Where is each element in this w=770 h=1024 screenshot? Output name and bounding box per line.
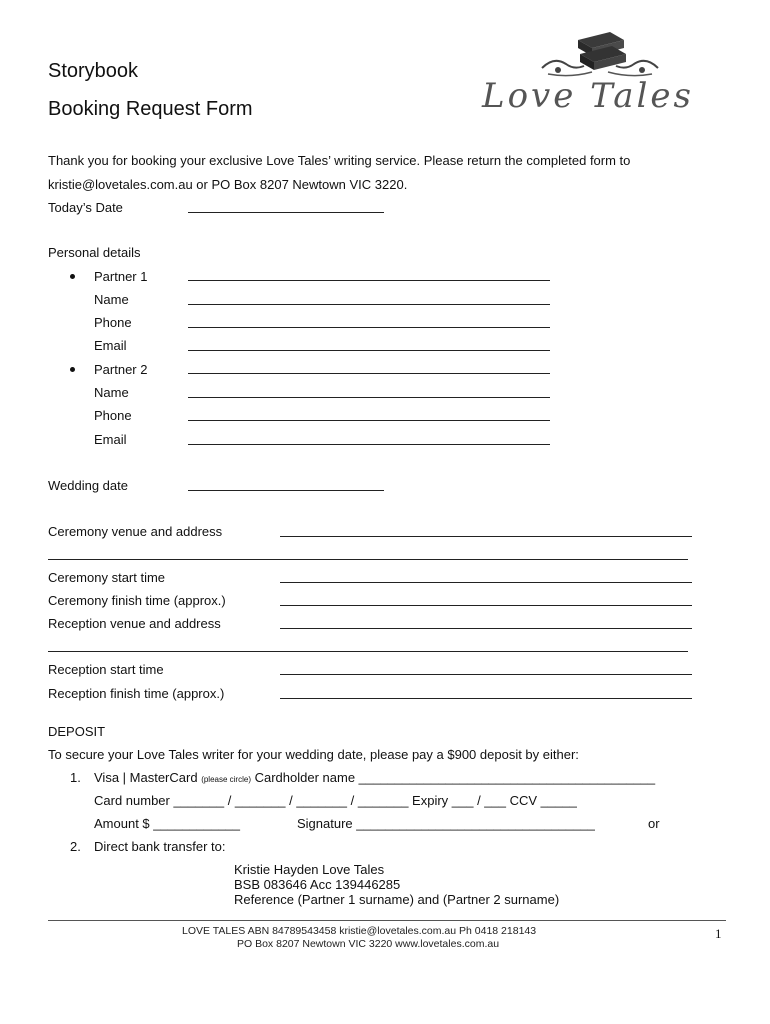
partner2-email-label: Email [94, 432, 127, 447]
reception-start-field[interactable] [280, 674, 692, 675]
option-1-line [94, 770, 655, 785]
intro-line-1: Thank you for booking your exclusive Love Tales’ writing service. Please return the completed form to [48, 153, 631, 168]
cardholder-name-field[interactable]: Cardholder name _________________________________________ [254, 770, 656, 785]
option-2-label: Direct bank transfer to: [94, 839, 226, 854]
partner1-label: Partner 1 [94, 269, 148, 284]
card-type-label[interactable]: Visa | MasterCard [94, 770, 198, 785]
ceremony-finish-field[interactable] [280, 605, 692, 606]
bullet-icon [70, 367, 75, 372]
ceremony-finish-label: Ceremony finish time (approx.) [48, 593, 226, 608]
intro-line-2: kristie@lovetales.com.au or PO Box 8207 Newtown VIC 3220. [48, 177, 408, 192]
logo-text: Love Tales [482, 76, 694, 116]
ceremony-start-label: Ceremony start time [48, 570, 166, 585]
partner2-name-label: Name [94, 385, 129, 400]
option-1-number: 1. [70, 770, 81, 785]
partner2-phone-field[interactable] [188, 420, 550, 421]
or-text: or [648, 816, 660, 831]
todays-date-label: Today’s Date [48, 200, 123, 215]
partner1-phone-label: Phone [94, 315, 132, 330]
partner1-name-label: Name [94, 292, 129, 307]
reception-venue-field-line-2[interactable] [48, 651, 688, 652]
reception-finish-field[interactable] [280, 698, 692, 699]
wedding-date-field[interactable] [188, 490, 384, 491]
please-circle-note: (please circle) [201, 775, 251, 784]
books-logo-icon [540, 26, 660, 82]
partner2-label: Partner 2 [94, 362, 148, 377]
reception-finish-label: Reception finish time (approx.) [48, 686, 225, 701]
footer-line-2: PO Box 8207 Newtown VIC 3220 www.lovetales.com.au [237, 938, 500, 950]
footer-line-1: LOVE TALES ABN 84789543458 kristie@lovetales.com.au Ph 0418 218143 [182, 925, 537, 937]
wedding-date-label: Wedding date [48, 478, 128, 493]
bank-account-name: Kristie Hayden Love Tales [234, 862, 385, 877]
amount-field[interactable]: Amount $ ____________ [94, 816, 241, 831]
partner2-email-field[interactable] [188, 444, 550, 445]
personal-details-heading: Personal details [48, 245, 141, 260]
ceremony-venue-label: Ceremony venue and address [48, 524, 223, 539]
signature-field[interactable]: Signature _________________________________ [297, 816, 595, 831]
reception-venue-label: Reception venue and address [48, 616, 221, 631]
title-line-1: Storybook [48, 60, 139, 82]
footer-divider [48, 920, 726, 921]
title-line-2: Booking Request Form [48, 98, 253, 120]
partner1-name-field[interactable] [188, 304, 550, 305]
partner2-phone-label: Phone [94, 408, 132, 423]
partner2-field[interactable] [188, 373, 550, 374]
partner2-name-field[interactable] [188, 397, 550, 398]
page-number: 1 [715, 926, 722, 941]
deposit-heading: DEPOSIT [48, 724, 106, 739]
bullet-icon [70, 274, 75, 279]
deposit-intro: To secure your Love Tales writer for your wedding date, please pay a $900 deposit by either: [48, 747, 579, 762]
partner1-email-field[interactable] [188, 350, 550, 351]
partner1-field[interactable] [188, 280, 550, 281]
option-2-number: 2. [70, 839, 81, 854]
ceremony-start-field[interactable] [280, 582, 692, 583]
ceremony-venue-field[interactable] [280, 536, 692, 537]
reception-start-label: Reception start time [48, 662, 164, 677]
ceremony-venue-field-line-2[interactable] [48, 559, 688, 560]
reception-venue-field[interactable] [280, 628, 692, 629]
bank-reference: Reference (Partner 1 surname) and (Partner 2 surname) [234, 892, 560, 907]
bank-bsb-acc: BSB 083646 Acc 139446285 [234, 877, 401, 892]
todays-date-field[interactable] [188, 212, 384, 213]
card-number-line[interactable]: Card number _______ / _______ / _______ / _______ Expiry ___ / ___ CCV _____ [94, 793, 577, 808]
partner1-phone-field[interactable] [188, 327, 550, 328]
partner1-email-label: Email [94, 338, 127, 353]
